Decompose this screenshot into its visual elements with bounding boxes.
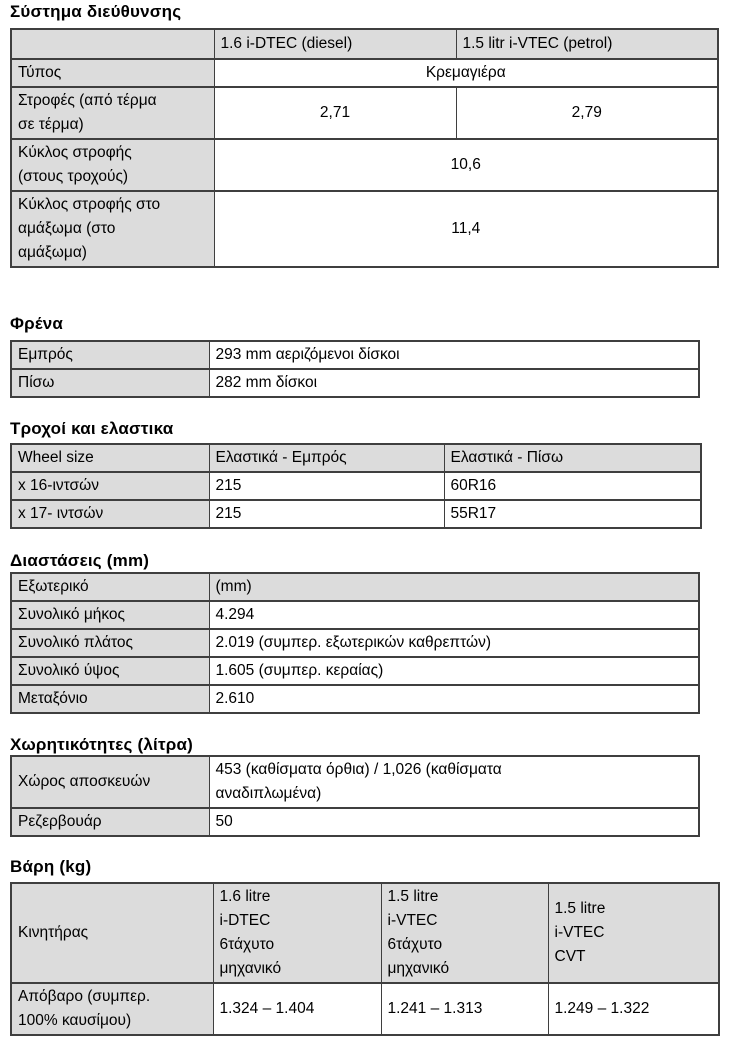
table-row: [11, 139, 718, 191]
column-header-cell: Ελαστικά - Εμπρός: [209, 444, 444, 472]
weights-table: [10, 882, 720, 1036]
row-value-cell: 293 mm αεριζόμενοι δίσκοι: [209, 341, 699, 369]
row-value-cell: 55R17: [444, 500, 701, 528]
row-value-cell: 1.249 – 1.322: [548, 983, 719, 1035]
row-value-cell: 4.294: [209, 601, 699, 629]
column-header-cell: Wheel size: [11, 444, 209, 472]
section-brakes: [10, 314, 725, 398]
row-value-cell: 60R16: [444, 472, 701, 500]
row-label-cell: Κύκλος στροφής στο αμάξωμα (στο αμάξωμα): [11, 191, 214, 267]
row-value-cell: 1.324 – 1.404: [213, 983, 381, 1035]
column-header-cell: 1.6 litre i-DTEC 6τάχυτο μηχανικό: [213, 883, 381, 983]
section-title: Σύστημα διεύθυνσης: [10, 2, 182, 21]
row-label-cell: Συνολικό ύψος: [11, 657, 209, 685]
row-label-cell: Τύπος: [11, 59, 214, 87]
section-steering-system: [10, 2, 725, 268]
section-weights: [10, 857, 725, 1036]
column-header-cell: 1.6 i-DTEC (diesel): [214, 29, 456, 59]
table-row: [11, 883, 719, 983]
row-value-cell: 215: [209, 472, 444, 500]
table-row: [11, 629, 699, 657]
table-row: [11, 983, 719, 1035]
section-capacities: [10, 735, 725, 837]
row-value-cell: 2,79: [456, 87, 718, 139]
row-value-cell: 2,71: [214, 87, 456, 139]
wheels-tires-table: [10, 443, 702, 529]
row-value-cell: 215: [209, 500, 444, 528]
column-header-cell: (mm): [209, 573, 699, 601]
section-title: Φρένα: [10, 314, 64, 333]
row-label-cell: Πίσω: [11, 369, 209, 397]
column-header-cell: 1.5 litr i-VTEC (petrol): [456, 29, 718, 59]
row-label-cell: Ρεζερβουάρ: [11, 808, 209, 836]
row-value-cell: 1.605 (συμπερ. κεραίας): [209, 657, 699, 685]
table-row: [11, 500, 701, 528]
row-label-cell: Μεταξόνιο: [11, 685, 209, 713]
row-value-cell: Κρεμαγιέρα: [214, 59, 718, 87]
table-row: [11, 341, 699, 369]
row-label-cell: x 16-ιντσών: [11, 472, 209, 500]
section-title: Διαστάσεις (mm): [10, 551, 150, 570]
row-value-cell: 1.241 – 1.313: [381, 983, 548, 1035]
table-row: [11, 808, 699, 836]
steering-table: [10, 28, 719, 268]
brakes-table: [10, 340, 700, 398]
row-value-cell: 282 mm δίσκοι: [209, 369, 699, 397]
row-label-cell: Απόβαρο (συμπερ. 100% καυσίμου): [11, 983, 213, 1035]
row-value-cell: 453 (καθίσματα όρθια) / 1,026 (καθίσματα αναδιπλωμένα): [209, 756, 699, 808]
table-row: [11, 601, 699, 629]
table-row: [11, 59, 718, 87]
row-label-cell: Κινητήρας: [11, 883, 213, 983]
table-row: [11, 472, 701, 500]
row-label-cell: Κύκλος στροφής (στους τροχούς): [11, 139, 214, 191]
table-row: [11, 657, 699, 685]
row-value-cell: 2.019 (συμπερ. εξωτερικών καθρεπτών): [209, 629, 699, 657]
row-label-cell: Εμπρός: [11, 341, 209, 369]
row-value-cell: 2.610: [209, 685, 699, 713]
table-row: [11, 369, 699, 397]
row-value-cell: 10,6: [214, 139, 718, 191]
row-value-cell: 50: [209, 808, 699, 836]
row-label-cell: x 17- ιντσών: [11, 500, 209, 528]
section-title: Τροχοί και ελαστικα: [10, 419, 174, 438]
column-header-cell: 1.5 litre i-VTEC 6τάχυτο μηχανικό: [381, 883, 548, 983]
column-header-cell: Ελαστικά - Πίσω: [444, 444, 701, 472]
row-label-cell: Συνολικό μήκος: [11, 601, 209, 629]
section-title: Χωρητικότητες (λίτρα): [10, 735, 193, 754]
corner-cell: [11, 29, 214, 59]
table-row: [11, 685, 699, 713]
capacities-table: [10, 755, 700, 837]
table-row: [11, 191, 718, 267]
table-row: [11, 573, 699, 601]
section-title: Βάρη (kg): [10, 857, 92, 876]
column-header-cell: Εξωτερικό: [11, 573, 209, 601]
row-value-cell: 11,4: [214, 191, 718, 267]
table-row: [11, 756, 699, 808]
table-row: [11, 444, 701, 472]
row-label-cell: Συνολικό πλάτος: [11, 629, 209, 657]
row-label-cell: Στροφές (από τέρμα σε τέρμα): [11, 87, 214, 139]
section-wheels-tires: [10, 419, 725, 529]
column-header-cell: 1.5 litre i-VTEC CVT: [548, 883, 719, 983]
table-row: [11, 29, 718, 59]
dimensions-table: [10, 572, 700, 714]
table-row: [11, 87, 718, 139]
section-dimensions: [10, 551, 725, 714]
row-label-cell: Χώρος αποσκευών: [11, 756, 209, 808]
